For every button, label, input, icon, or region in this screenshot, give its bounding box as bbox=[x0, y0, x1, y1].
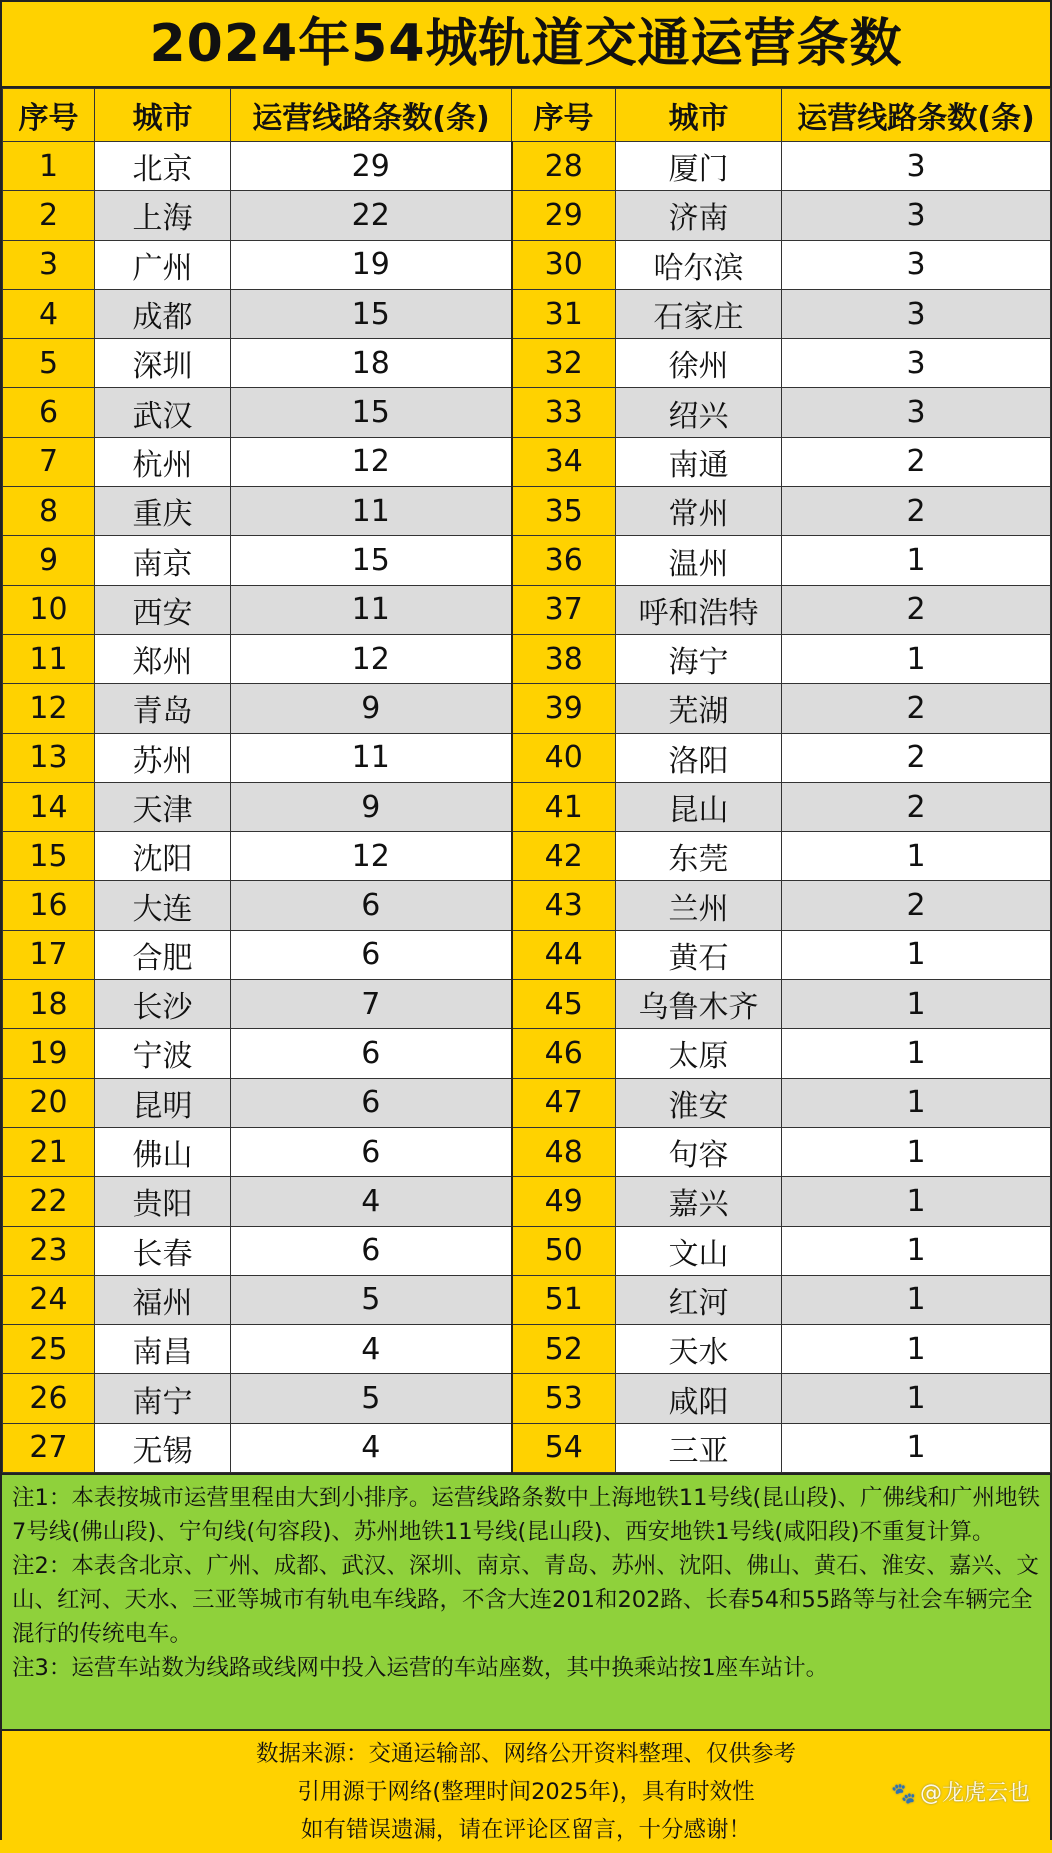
footer-citation: 引用源于网络(整理时间2025年)，具有时效性 bbox=[297, 1779, 755, 1806]
table-row bbox=[3, 634, 1051, 683]
row-count-right: 2 bbox=[782, 487, 1051, 536]
row-city-left: 沈阳 bbox=[95, 832, 231, 881]
row-idx-left: 15 bbox=[3, 832, 95, 881]
row-idx-left: 21 bbox=[3, 1127, 95, 1176]
row-city-right: 咸阳 bbox=[616, 1374, 782, 1423]
row-idx-right: 52 bbox=[512, 1325, 616, 1374]
row-idx-left: 20 bbox=[3, 1078, 95, 1127]
table-row bbox=[3, 1029, 1051, 1078]
row-idx-right: 33 bbox=[512, 388, 616, 437]
row-city-left: 佛山 bbox=[95, 1127, 231, 1176]
row-count-right: 3 bbox=[782, 388, 1051, 437]
footer-source: 数据来源：交通运输部、网络公开资料整理、仅供参考 bbox=[255, 1741, 796, 1768]
row-count-left: 19 bbox=[231, 240, 512, 289]
row-city-right: 兰州 bbox=[616, 881, 782, 930]
table-row bbox=[3, 585, 1051, 634]
header-count-right: 运营线路条数(条) bbox=[782, 89, 1051, 142]
row-idx-left: 6 bbox=[3, 388, 95, 437]
row-city-right: 嘉兴 bbox=[616, 1177, 782, 1226]
row-idx-right: 43 bbox=[512, 881, 616, 930]
row-count-right: 1 bbox=[782, 1325, 1051, 1374]
row-idx-left: 13 bbox=[3, 733, 95, 782]
header-idx-right: 序号 bbox=[512, 89, 616, 142]
row-idx-right: 31 bbox=[512, 289, 616, 338]
table-row bbox=[3, 1423, 1051, 1472]
row-count-left: 12 bbox=[231, 437, 512, 486]
watermark bbox=[891, 1774, 1030, 1813]
row-count-left: 6 bbox=[231, 1226, 512, 1275]
row-city-right: 三亚 bbox=[616, 1423, 782, 1472]
row-count-right: 2 bbox=[782, 881, 1051, 930]
row-city-right: 昆山 bbox=[616, 782, 782, 831]
row-city-left: 武汉 bbox=[95, 388, 231, 437]
row-idx-left: 8 bbox=[3, 487, 95, 536]
row-idx-left: 26 bbox=[3, 1374, 95, 1423]
row-city-left: 上海 bbox=[95, 191, 231, 240]
row-city-left: 南宁 bbox=[95, 1374, 231, 1423]
row-city-right: 红河 bbox=[616, 1275, 782, 1324]
table-row bbox=[3, 733, 1051, 782]
table-header-row bbox=[3, 89, 1051, 142]
row-city-left: 大连 bbox=[95, 881, 231, 930]
row-idx-right: 54 bbox=[512, 1423, 616, 1472]
row-idx-right: 37 bbox=[512, 585, 616, 634]
row-city-right: 哈尔滨 bbox=[616, 240, 782, 289]
row-city-left: 贵阳 bbox=[95, 1177, 231, 1226]
note-3: 注3：运营车站数为线路或线网中投入运营的车站座数，其中换乘站按1座车站计。 bbox=[12, 1655, 829, 1682]
row-city-right: 厦门 bbox=[616, 142, 782, 191]
row-idx-right: 34 bbox=[512, 437, 616, 486]
row-city-left: 深圳 bbox=[95, 339, 231, 388]
table-row bbox=[3, 289, 1051, 338]
row-count-left: 4 bbox=[231, 1177, 512, 1226]
footer-feedback: 如有错误遗漏，请在评论区留言，十分感谢！ bbox=[300, 1817, 751, 1844]
paw-icon: 🐾 bbox=[891, 1781, 916, 1806]
row-count-right: 1 bbox=[782, 930, 1051, 979]
row-idx-left: 1 bbox=[3, 142, 95, 191]
row-idx-left: 5 bbox=[3, 339, 95, 388]
row-city-right: 淮安 bbox=[616, 1078, 782, 1127]
row-count-right: 3 bbox=[782, 339, 1051, 388]
row-count-right: 1 bbox=[782, 832, 1051, 881]
header-city-left: 城市 bbox=[95, 89, 231, 142]
row-city-right: 文山 bbox=[616, 1226, 782, 1275]
row-city-left: 成都 bbox=[95, 289, 231, 338]
row-count-left: 15 bbox=[231, 388, 512, 437]
header-idx-left: 序号 bbox=[3, 89, 95, 142]
row-city-right: 石家庄 bbox=[616, 289, 782, 338]
header-city-right: 城市 bbox=[616, 89, 782, 142]
row-count-right: 1 bbox=[782, 1127, 1051, 1176]
row-count-left: 11 bbox=[231, 487, 512, 536]
row-idx-left: 14 bbox=[3, 782, 95, 831]
row-idx-right: 53 bbox=[512, 1374, 616, 1423]
city-table bbox=[2, 88, 1051, 1473]
row-count-left: 6 bbox=[231, 1029, 512, 1078]
row-city-left: 无锡 bbox=[95, 1423, 231, 1472]
row-count-right: 1 bbox=[782, 1423, 1051, 1472]
row-count-left: 5 bbox=[231, 1374, 512, 1423]
table-row bbox=[3, 388, 1051, 437]
row-count-left: 22 bbox=[231, 191, 512, 240]
row-city-left: 杭州 bbox=[95, 437, 231, 486]
row-count-right: 2 bbox=[782, 585, 1051, 634]
table-row bbox=[3, 1226, 1051, 1275]
row-idx-right: 50 bbox=[512, 1226, 616, 1275]
table-row bbox=[3, 339, 1051, 388]
row-count-right: 2 bbox=[782, 733, 1051, 782]
row-idx-right: 29 bbox=[512, 191, 616, 240]
row-idx-left: 25 bbox=[3, 1325, 95, 1374]
row-count-right: 3 bbox=[782, 191, 1051, 240]
row-idx-left: 2 bbox=[3, 191, 95, 240]
table-row bbox=[3, 782, 1051, 831]
row-city-right: 东莞 bbox=[616, 832, 782, 881]
row-city-right: 温州 bbox=[616, 536, 782, 585]
row-city-left: 福州 bbox=[95, 1275, 231, 1324]
row-count-left: 18 bbox=[231, 339, 512, 388]
row-city-left: 郑州 bbox=[95, 634, 231, 683]
row-idx-left: 9 bbox=[3, 536, 95, 585]
row-idx-left: 7 bbox=[3, 437, 95, 486]
row-count-left: 11 bbox=[231, 585, 512, 634]
row-count-left: 6 bbox=[231, 1078, 512, 1127]
row-idx-right: 51 bbox=[512, 1275, 616, 1324]
row-count-right: 1 bbox=[782, 1374, 1051, 1423]
row-count-left: 4 bbox=[231, 1325, 512, 1374]
row-count-right: 1 bbox=[782, 1275, 1051, 1324]
row-count-right: 1 bbox=[782, 1177, 1051, 1226]
row-count-right: 3 bbox=[782, 142, 1051, 191]
row-city-left: 天津 bbox=[95, 782, 231, 831]
row-count-right: 2 bbox=[782, 684, 1051, 733]
row-count-left: 6 bbox=[231, 930, 512, 979]
row-city-left: 苏州 bbox=[95, 733, 231, 782]
row-count-left: 4 bbox=[231, 1423, 512, 1472]
row-idx-left: 4 bbox=[3, 289, 95, 338]
row-city-right: 天水 bbox=[616, 1325, 782, 1374]
row-idx-right: 36 bbox=[512, 536, 616, 585]
row-city-right: 芜湖 bbox=[616, 684, 782, 733]
table-row bbox=[3, 536, 1051, 585]
table-row bbox=[3, 1325, 1051, 1374]
row-city-right: 呼和浩特 bbox=[616, 585, 782, 634]
row-city-left: 长沙 bbox=[95, 980, 231, 1029]
row-idx-right: 39 bbox=[512, 684, 616, 733]
row-city-left: 昆明 bbox=[95, 1078, 231, 1127]
row-city-right: 常州 bbox=[616, 487, 782, 536]
row-count-left: 7 bbox=[231, 980, 512, 1029]
note-2: 注2：本表含北京、广州、成都、武汉、深圳、南京、青岛、苏州、沈阳、佛山、黄石、淮安、嘉兴、文山、红河、天水、三亚等城市有轨电车线路，不含大连201和202路、长春54和55路等与社会车辆完全混行的传统电车。 bbox=[12, 1553, 1039, 1648]
row-city-left: 广州 bbox=[95, 240, 231, 289]
table-row bbox=[3, 684, 1051, 733]
table-row bbox=[3, 1127, 1051, 1176]
row-idx-right: 38 bbox=[512, 634, 616, 683]
row-city-right: 济南 bbox=[616, 191, 782, 240]
row-count-right: 3 bbox=[782, 289, 1051, 338]
row-idx-right: 35 bbox=[512, 487, 616, 536]
row-city-right: 海宁 bbox=[616, 634, 782, 683]
row-idx-right: 42 bbox=[512, 832, 616, 881]
row-city-right: 徐州 bbox=[616, 339, 782, 388]
row-city-right: 黄石 bbox=[616, 930, 782, 979]
row-idx-right: 44 bbox=[512, 930, 616, 979]
table-row bbox=[3, 142, 1051, 191]
row-count-right: 1 bbox=[782, 980, 1051, 1029]
row-city-left: 合肥 bbox=[95, 930, 231, 979]
watermark-text: @龙虎云也 bbox=[919, 1781, 1030, 1807]
row-idx-left: 24 bbox=[3, 1275, 95, 1324]
table-row bbox=[3, 437, 1051, 486]
header-count-left: 运营线路条数(条) bbox=[231, 89, 512, 142]
row-idx-right: 32 bbox=[512, 339, 616, 388]
row-city-left: 重庆 bbox=[95, 487, 231, 536]
row-count-right: 2 bbox=[782, 782, 1051, 831]
row-city-right: 洛阳 bbox=[616, 733, 782, 782]
note-1: 注1：本表按城市运营里程由大到小排序。运营线路条数中上海地铁11号线(昆山段)、广佛线和广州地铁7号线(佛山段)、宁句线(句容段)、苏州地铁11号线(昆山段)、西安地铁1号线(咸阳段)不重复计算。 bbox=[12, 1485, 1041, 1546]
table-row bbox=[3, 240, 1051, 289]
row-idx-left: 22 bbox=[3, 1177, 95, 1226]
table-row bbox=[3, 930, 1051, 979]
row-count-left: 15 bbox=[231, 289, 512, 338]
row-count-right: 2 bbox=[782, 437, 1051, 486]
row-idx-left: 3 bbox=[3, 240, 95, 289]
row-city-left: 西安 bbox=[95, 585, 231, 634]
table-row bbox=[3, 1078, 1051, 1127]
row-count-left: 11 bbox=[231, 733, 512, 782]
row-count-right: 3 bbox=[782, 240, 1051, 289]
row-idx-left: 11 bbox=[3, 634, 95, 683]
row-idx-right: 28 bbox=[512, 142, 616, 191]
row-count-left: 15 bbox=[231, 536, 512, 585]
table-row bbox=[3, 1275, 1051, 1324]
row-idx-left: 17 bbox=[3, 930, 95, 979]
row-count-left: 5 bbox=[231, 1275, 512, 1324]
row-idx-left: 23 bbox=[3, 1226, 95, 1275]
row-count-right: 1 bbox=[782, 1029, 1051, 1078]
row-idx-right: 41 bbox=[512, 782, 616, 831]
row-count-right: 1 bbox=[782, 1078, 1051, 1127]
row-city-left: 宁波 bbox=[95, 1029, 231, 1078]
row-idx-left: 27 bbox=[3, 1423, 95, 1472]
row-city-right: 南通 bbox=[616, 437, 782, 486]
row-idx-right: 30 bbox=[512, 240, 616, 289]
table-row bbox=[3, 1177, 1051, 1226]
row-count-right: 1 bbox=[782, 634, 1051, 683]
row-city-right: 太原 bbox=[616, 1029, 782, 1078]
row-city-left: 北京 bbox=[95, 142, 231, 191]
row-count-left: 29 bbox=[231, 142, 512, 191]
table-row bbox=[3, 487, 1051, 536]
row-count-left: 9 bbox=[231, 782, 512, 831]
row-city-right: 乌鲁木齐 bbox=[616, 980, 782, 1029]
row-count-left: 6 bbox=[231, 1127, 512, 1176]
row-idx-right: 45 bbox=[512, 980, 616, 1029]
row-idx-left: 18 bbox=[3, 980, 95, 1029]
row-idx-left: 10 bbox=[3, 585, 95, 634]
row-idx-right: 46 bbox=[512, 1029, 616, 1078]
row-count-left: 9 bbox=[231, 684, 512, 733]
row-city-left: 南昌 bbox=[95, 1325, 231, 1374]
row-idx-right: 40 bbox=[512, 733, 616, 782]
page-title: 2024年54城轨道交通运营条数 bbox=[2, 2, 1050, 88]
row-city-left: 南京 bbox=[95, 536, 231, 585]
row-idx-right: 49 bbox=[512, 1177, 616, 1226]
row-idx-left: 12 bbox=[3, 684, 95, 733]
table-row bbox=[3, 980, 1051, 1029]
row-idx-left: 16 bbox=[3, 881, 95, 930]
footer bbox=[2, 1731, 1050, 1853]
row-count-left: 6 bbox=[231, 881, 512, 930]
table-row bbox=[3, 881, 1051, 930]
row-count-right: 1 bbox=[782, 1226, 1051, 1275]
row-count-left: 12 bbox=[231, 832, 512, 881]
row-idx-right: 47 bbox=[512, 1078, 616, 1127]
table-row bbox=[3, 191, 1051, 240]
row-city-left: 长春 bbox=[95, 1226, 231, 1275]
row-city-right: 句容 bbox=[616, 1127, 782, 1176]
row-city-left: 青岛 bbox=[95, 684, 231, 733]
row-idx-right: 48 bbox=[512, 1127, 616, 1176]
row-idx-left: 19 bbox=[3, 1029, 95, 1078]
table-row bbox=[3, 832, 1051, 881]
row-count-left: 12 bbox=[231, 634, 512, 683]
row-count-right: 1 bbox=[782, 536, 1051, 585]
notes-section bbox=[2, 1473, 1050, 1731]
row-city-right: 绍兴 bbox=[616, 388, 782, 437]
table-row bbox=[3, 1374, 1051, 1423]
